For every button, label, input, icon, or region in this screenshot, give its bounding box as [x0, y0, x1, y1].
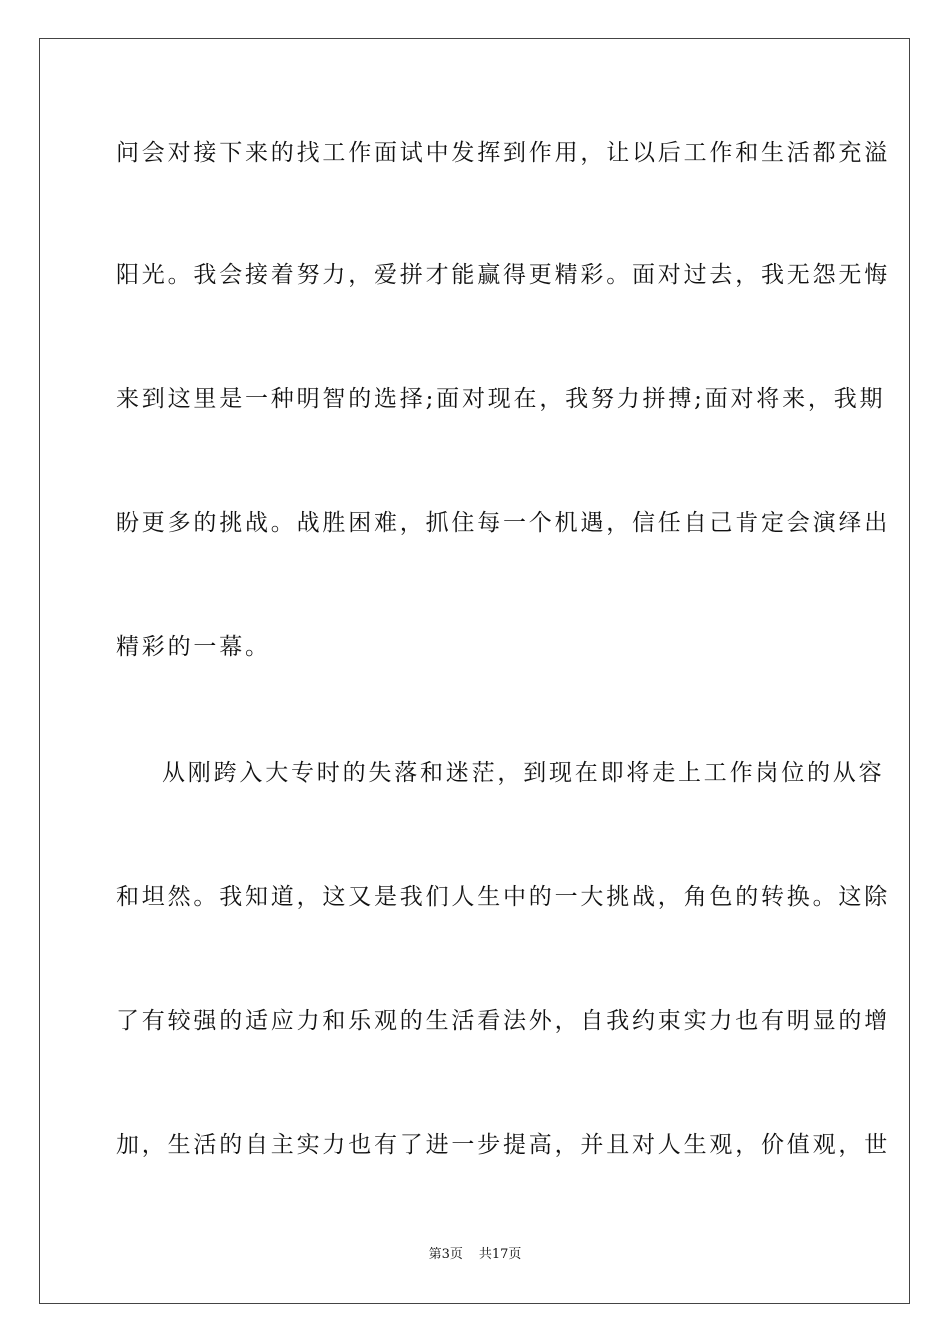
text-line: 来到这里是一种明智的选择;面对现在，我努力拼搏;面对将来，我期	[116, 386, 886, 412]
page-border	[39, 38, 910, 1304]
paragraph-first-line: 从刚跨入大专时的失落和迷茫，到现在即将走上工作岗位的从容	[162, 760, 885, 786]
text-line: 阳光。我会接着努力，爱拼才能赢得更精彩。面对过去，我无怨无悔	[116, 262, 890, 288]
text-line: 问会对接下来的找工作面试中发挥到作用，让以后工作和生活都充溢	[116, 140, 890, 166]
text-line: 了有较强的适应力和乐观的生活看法外，自我约束实力也有明显的增	[116, 1008, 890, 1034]
total-pages: 共17页	[478, 1247, 522, 1262]
text-line: 精彩的一幕。	[116, 634, 271, 660]
text-line: 加，生活的自主实力也有了进一步提高，并且对人生观，价值观，世	[116, 1132, 890, 1158]
page-footer	[0, 1247, 950, 1263]
text-line: 盼更多的挑战。战胜困难，抓住每一个机遇，信任自己肯定会演绎出	[116, 510, 890, 536]
text-line: 和坦然。我知道，这又是我们人生中的一大挑战，角色的转换。这除	[116, 884, 890, 910]
page-number: 第3页	[428, 1247, 463, 1262]
